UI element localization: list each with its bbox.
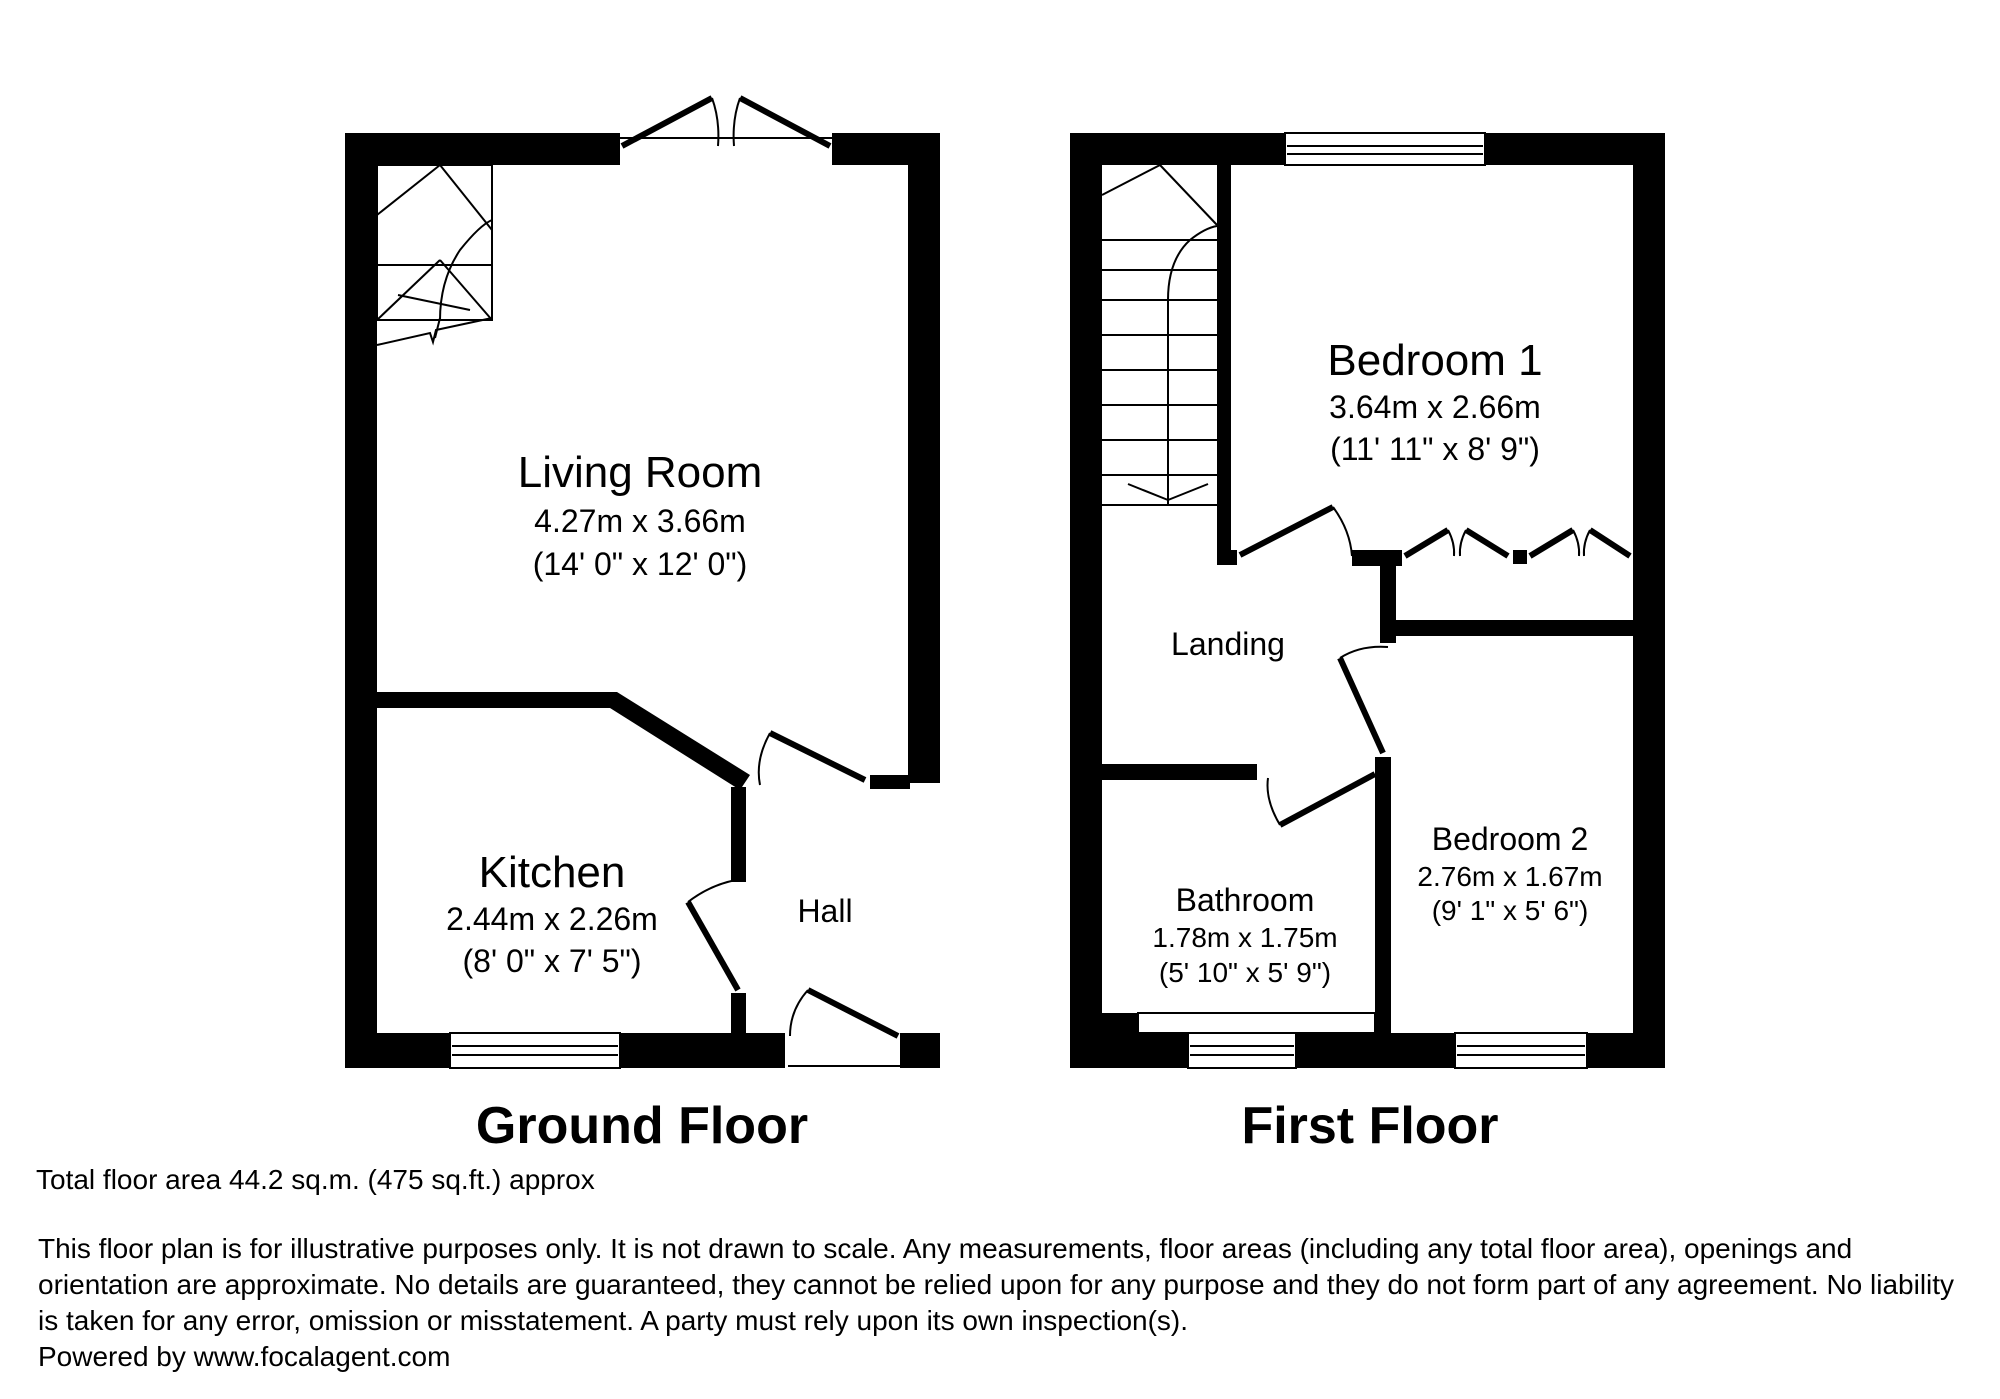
- bedroom2-window: [1455, 1033, 1587, 1068]
- kitchen-hall-wall-upper: [731, 787, 746, 882]
- bathroom-window: [1188, 1033, 1296, 1068]
- bedroom2-metric: 2.76m x 1.67m: [1417, 861, 1603, 892]
- kitchen-imperial: (8' 0" x 7' 5"): [462, 943, 642, 979]
- hall-door: [759, 733, 865, 785]
- ground-floor-label: Ground Floor: [475, 1097, 809, 1155]
- front-door: [788, 990, 900, 1066]
- disclaimer: [38, 1231, 1968, 1375]
- ground-right-wall-upper: [908, 133, 940, 783]
- ground-staircase: [377, 165, 492, 345]
- kitchen-door: [688, 880, 738, 990]
- kitchen-living-partition: [377, 692, 750, 790]
- bathroom-imperial: (5' 10" x 5' 9"): [1158, 957, 1332, 988]
- bedroom1-door: [1240, 507, 1352, 556]
- ground-right-wall-lower: [900, 1033, 940, 1068]
- ground-left-wall: [345, 133, 377, 1068]
- hall-name: Hall: [797, 893, 853, 929]
- bath-bed2-wall: [1375, 757, 1391, 1035]
- bedroom1-metric: 3.64m x 2.66m: [1329, 389, 1541, 425]
- living-room-metric: 4.27m x 3.66m: [534, 503, 746, 539]
- landing-bed2-wall-upper: [1380, 550, 1396, 643]
- patio-doors: [620, 98, 832, 146]
- bedroom1-imperial: (11' 11" x 8' 9"): [1330, 431, 1540, 467]
- bedroom1-name: Bedroom 1: [1327, 336, 1543, 385]
- living-room-name: Living Room: [517, 448, 763, 497]
- bathroom-metric: 1.78m x 1.75m: [1152, 922, 1338, 953]
- total-floor-area: Total floor area 44.2 sq.m. (475 sq.ft.) approx: [36, 1164, 595, 1195]
- landing-name: Landing: [1171, 626, 1285, 662]
- ground-top-wall-left: [345, 133, 620, 165]
- first-right-wall: [1633, 133, 1665, 1068]
- bedroom2-imperial: (9' 1" x 5' 6"): [1431, 895, 1589, 926]
- kitchen-window: [450, 1033, 620, 1068]
- first-staircase: [1102, 165, 1217, 505]
- bed1-bed2-wall: [1396, 620, 1633, 636]
- kitchen-name: Kitchen: [478, 848, 626, 897]
- powered-by: Powered by www.focalagent.com: [38, 1341, 451, 1372]
- bedroom2-door: [1340, 647, 1388, 753]
- ground-floor-plan: [345, 98, 940, 1155]
- bedroom2-name: Bedroom 2: [1431, 821, 1589, 857]
- bathroom-door: [1268, 774, 1376, 825]
- bathroom-name: Bathroom: [1175, 882, 1315, 918]
- bedroom1-window: [1285, 133, 1485, 165]
- stair-bedroom1-wall: [1217, 165, 1231, 565]
- first-left-wall: [1070, 133, 1102, 1068]
- wardrobe-divider: [1513, 550, 1527, 564]
- stair-wall-end: [1217, 550, 1237, 565]
- first-floor-label: First Floor: [1241, 1097, 1499, 1155]
- disclaimer-text: This floor plan is for illustrative purposes only. It is not drawn to scale. Any measurements, floor areas (including any total floor area), openings and orientation are approximate. No details are guaranteed, they cannot be relied upon for any purpose and they do not form part of any agreement. No liability is taken for any error, omission or misstatement. A party must rely upon its own inspection(s).: [38, 1233, 1955, 1336]
- hall-wall-stub: [870, 775, 910, 789]
- kitchen-hall-wall-lower: [731, 993, 746, 1035]
- first-top-wall-left: [1070, 133, 1285, 165]
- bath-corner-block: [1102, 1013, 1138, 1035]
- kitchen-metric: 2.44m x 2.26m: [446, 901, 658, 937]
- first-floor-plan: [1070, 133, 1665, 1155]
- landing-bath-wall: [1102, 764, 1257, 780]
- living-room-imperial: (14' 0" x 12' 0"): [532, 546, 748, 582]
- bathtub: [1138, 1013, 1375, 1033]
